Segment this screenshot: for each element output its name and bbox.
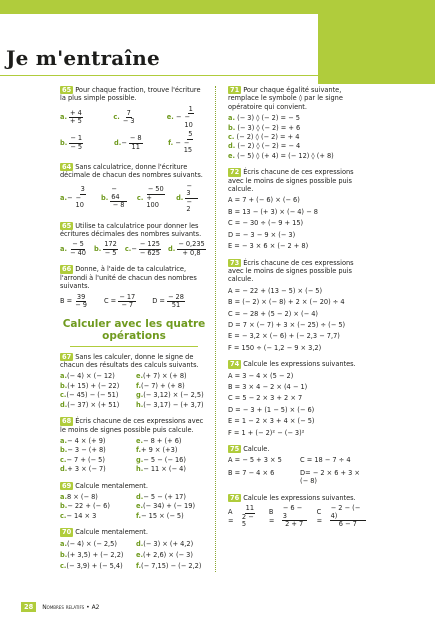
column-divider	[215, 86, 216, 572]
fraction: $\frac{- 8}{11}$	[129, 134, 142, 151]
exercise-number: 70	[62, 528, 72, 537]
exercise-number: 76	[230, 493, 240, 502]
exercise-number: 65	[62, 86, 72, 94]
exercise-65-calculator	[60, 222, 208, 258]
item-grid: a.− 4 × (+ 9) e.− 8 + (+ 6) b.− 3 − (+ 8) f.+ 9 × (+3) c.− 7 + (− 5) g.− 5 − (− 16) d.+ 3 × (− 7) h.− 11 × (− 4)	[60, 436, 186, 474]
exercise-66	[60, 265, 208, 309]
exercise-instruction: Écris chacune de ces expressions avec le moins de signes possible puis calcule.	[228, 168, 354, 194]
exercise-instruction: Pour chaque égalité suivante, remplace le symbole ◊ par le signe opératoire qui convient.	[228, 86, 343, 111]
exercise-number: 72	[230, 168, 240, 177]
left-column	[60, 86, 208, 579]
exercise-72: 72 Écris chacune de ces expressions avec le moins de signes possible puis calcule. A = 7 + (− 6) × (− 6) B = 13 − (+ 3) × (− 4) − 8 C = − 30 ÷ (− 9 + 15) D = − 3 − 9 × (− 3) E = − 3 × 6 × (− 2 + 8)	[228, 168, 354, 251]
exercise-instruction: Calcule mentalement.	[75, 481, 148, 490]
exercise-73: 73 Écris chacune de ces expressions avec le moins de signes possible puis calcule. A = − 22 + (13 − 5) × (− 5) B = (− 2) × (− 8) + 2 × (− 20) ÷ 4 C = − 28 + (5 − 2) × (− 4) D = 7 × (− 7) + 3 × (− 25) ÷ (− 5) E = − 3,2 × (− 6) + (− 2,3 − 7,7) F = 150 ÷ (− 1,2 − 9 × 3,2)	[228, 258, 354, 352]
exercise-instruction: Utilise ta calculatrice pour donner les écritures décimales des nombres suivants.	[60, 221, 202, 239]
exercise-instruction: Calcule les expressions suivantes.	[243, 493, 356, 502]
exercise-number: 71	[230, 86, 240, 94]
fraction-row: B = $\frac{39}{- 9}$ C = $\frac{- 17}{- 7}$ D = $\frac{- 28}{51}$	[60, 292, 184, 310]
exercise-70	[60, 528, 208, 571]
exercise-instruction: Calcule mentalement.	[75, 528, 148, 537]
exercise-65	[60, 86, 208, 155]
fraction-row: a. $\frac{+ 4}{+ 5}$ c. $\frac{7}{- 3}$ e. − $\frac{1}{- 10}$	[60, 106, 208, 130]
fraction: $\frac{+ 4}{+ 5}$	[69, 108, 82, 126]
top-color-band	[0, 0, 435, 14]
section-title: Calculer avec les quatre opérations	[62, 317, 206, 342]
item-grid: a.(− 4) × (− 2,5) d.(− 3) × (+ 4,2) b.(+ 3,5) + (− 2,2) e.(+ 2,6) × (− 3) c.(− 3,9) + (− 5,4) f.(− 7,15) − (− 2,2)	[60, 539, 202, 571]
exercise-instruction: Écris chacune de ces expressions avec le moins de signes possible puis calcule.	[60, 417, 204, 434]
fraction-row: b. $\frac{- 1}{- 5}$ d. − $\frac{- 8}{11}$ f. − $\frac{5}{- 15}$	[60, 131, 208, 155]
exercise-number: 74	[230, 360, 240, 369]
exercise-number: 69	[62, 481, 72, 490]
section-underline	[70, 346, 198, 347]
exercise-instruction: Calcule les expressions suivantes.	[243, 360, 356, 369]
footer-text: Nombres relatifs • A2	[42, 603, 100, 611]
exercise-instruction: Calcule.	[243, 445, 270, 453]
title-underline	[0, 75, 318, 76]
fraction: $\frac{5}{- 15}$	[183, 130, 193, 155]
fraction-row: a. − $\frac{3}{- 10}$ b. $\frac{- 64}{- 8}$ c. $\frac{- 50}{+ 100}$ d. $\frac{- 3}{- 2}$	[60, 183, 208, 214]
item-grid: a.(− 4) × (− 12) e.(+ 7) × (+ 8) b.(+ 15) + (− 22) f.(− 7) + (+ 8) c.(− 45) − (− 51) g.(− 3,12) × (− 2,5) d.(− 37) × (+ 51) h.(− 3,17) − (+ 3,7)	[60, 372, 204, 409]
exercise-71: 71 Pour chaque égalité suivante, remplace le symbole ◊ par le signe opératoire qui convient. a. (− 3) ◊ (− 2) = − 5 b. (− 3) ◊ (− 2) = + 6 c. (− 2) ◊ (− 2) = + 4 d. (− 2) ◊ (− 2) = − 4 e. (− 5) ◊ (+ 4) = (− 12) ◊ (+ 8)	[228, 86, 343, 160]
exercise-68	[60, 417, 208, 473]
exercise-instruction: Donne, à l'aide de ta calculatrice, l'arrondi à l'unité de chacun des nombres suivants.	[60, 265, 197, 291]
item-grid: a.8 × (− 8) d.− 5 − (+ 17) b.− 22 + (− 6) e.(− 34) + (− 19) c.− 14 × 3 f.− 15 × (− 5)	[60, 492, 196, 520]
item-grid: A = − 5 + 3 × 5 C = 18 − 7 ÷ 4 B = 7 − 4 × 6 D= − 2 × 6 + 3 × (− 8)	[228, 456, 360, 486]
fraction: $\frac{1}{- 10}$	[184, 104, 193, 129]
exercise-number: 64	[62, 162, 72, 171]
exercise-number: 66	[62, 265, 72, 274]
exercise-number: 73	[230, 258, 240, 267]
page-number: 28	[21, 602, 36, 612]
exercise-69	[60, 482, 208, 521]
exercise-instruction: Écris chacune de ces expressions avec le moins de signes possible puis calcule.	[228, 258, 354, 284]
exercise-76	[228, 494, 368, 529]
exercise-number: 75	[230, 445, 240, 453]
exercise-64	[60, 163, 208, 214]
corner-color-block	[318, 14, 435, 84]
exercise-instruction: Sans calculatrice, donne l'écriture décimale de chacun des nombres suivants.	[60, 162, 203, 180]
exercise-number: 65	[62, 221, 72, 230]
exercise-number: 67	[62, 352, 72, 361]
fraction-row: A = $\frac{11}{2 - 5}$ B = $\frac{- 6 - 3}{2 + 7}$ C = $\frac{- 2 - (- 4)}{6 - 7}$	[228, 505, 368, 529]
exercise-67	[60, 353, 208, 409]
fraction: $\frac{- 1}{- 5}$	[70, 134, 83, 151]
page-title: Je m'entraîne	[6, 46, 160, 70]
exercise-instruction: Pour chaque fraction, trouve l'écriture la plus simple possible.	[60, 86, 201, 103]
page-footer	[21, 602, 100, 612]
exercise-number: 68	[62, 417, 72, 426]
fraction-row: a. $\frac{- 5}{- 40}$ b. $\frac{172}{- 5}$ c. − $\frac{- 125}{- 625}$ d. $\frac{- 0,235}{+ 0,8}$	[60, 240, 205, 257]
exercise-instruction: Sans les calculer, donne le signe de chacun des résultats des calculs suivants.	[60, 352, 199, 370]
right-column	[228, 86, 368, 537]
exercise-74: 74 Calcule les expressions suivantes. A = 3 − 4 × (5 − 2) B = 3 × 4 − 2 × (4 − 1) C = 5 − 2 × 3 + 2 × 7 D = − 3 + (1 − 5) × (− 6) E = 1 − 2 × 3 + 4 × (− 5) F = 1 + (− 2)² − (− 3)²	[228, 360, 356, 437]
fraction: $\frac{7}{- 3}$	[122, 108, 135, 126]
exercise-75	[228, 445, 368, 486]
